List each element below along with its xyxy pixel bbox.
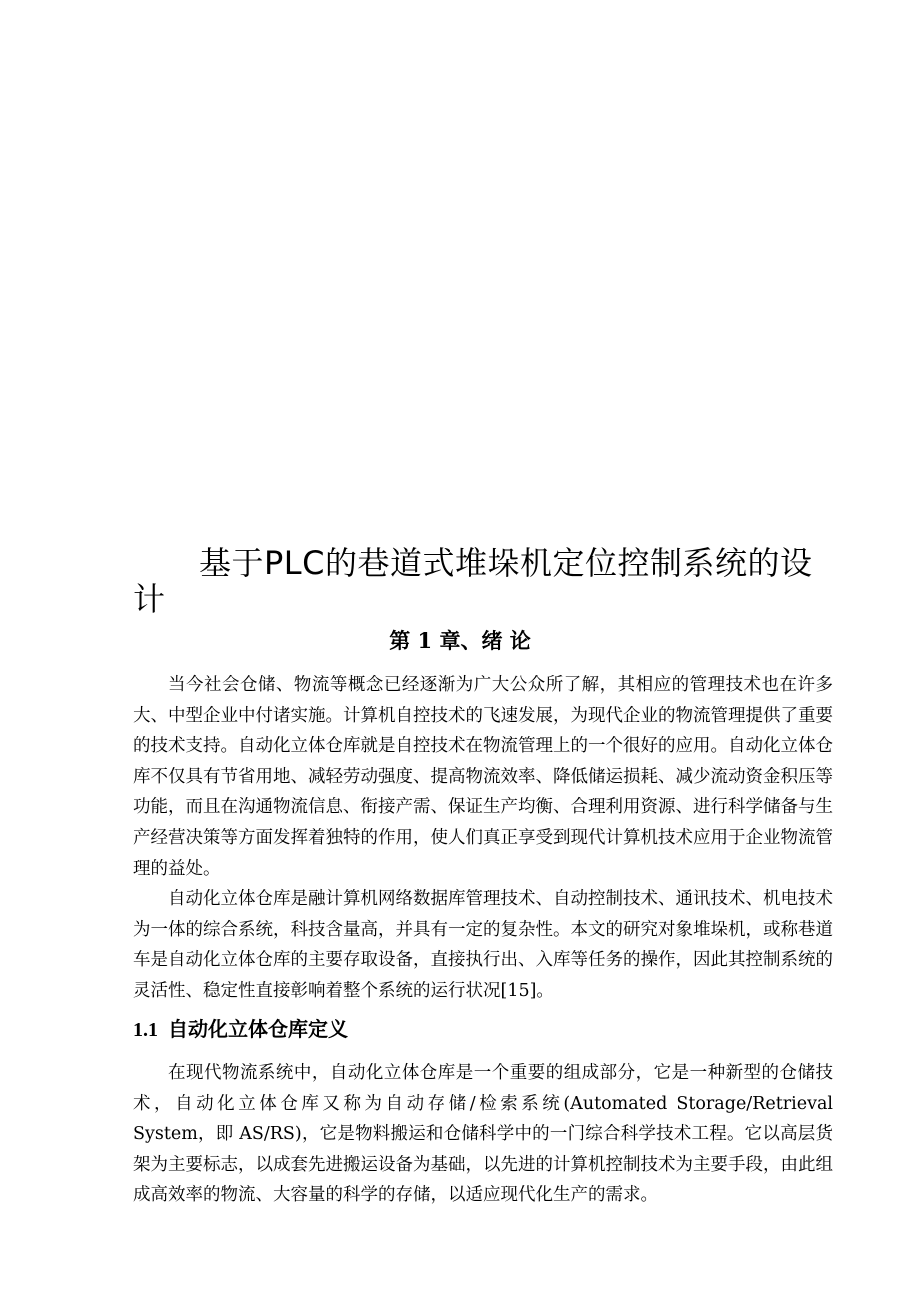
section-title: 自动化立体仓库定义: [168, 1017, 348, 1041]
intro-paragraph-2: 自动化立体仓库是融计算机网络数据库管理技术、自动控制技术、通讯技术、机电技术为一体的综合系统，科技含量高，并具有一定的复杂性。本文的研究对象堆垛机，或称巷道车是自动化立体仓库的主要存取设备，直接执行出、入库等任务的操作，因此其控制系统的灵活性、稳定性直接彰响着整个系统的运行状况[15]。: [133, 889, 833, 1001]
section-heading: [133, 1014, 348, 1045]
intro-paragraph-1: 当今社会仓储、物流等概念已经逐渐为广大公众所了解，其相应的管理技术也在许多大、中型企业中付诸实施。计算机自控技术的飞速发展，为现代企业的物流管理提供了重要的技术支持。自动化立体仓库就是自控技术在物流管理上的一个很好的应用。自动化立体仓库不仅具有节省用地、减轻劳动强度、提高物流效率、降低储运损耗、减少流动资金积压等功能，而且在沟通物流信息、衔接产需、保证生产均衡、合理利用资源、进行科学储备与生产经营决策等方面发挥着独特的作用，使人们真正享受到现代计算机技术应用于企业物流管理的益处。: [133, 675, 833, 879]
section-paragraph: 在现代物流系统中，自动化立体仓库是一个重要的组成部分，它是一种新型的仓储技术，自动化立体仓库又称为自动存储/检索系统(Automated Storage/Retrieval System，即 AS/RS)，它是物料搬运和仓储科学中的一门综合科学技术工程。它以高层货架为主要标志，以成套先进搬运设备为基础，以先进的计算机控制技术为主要手段，由此组成高效率的物流、大容量的科学的存储，以适应现代化生产的需求。: [133, 1063, 833, 1206]
chapter-heading: 第 1 章、绪 论: [389, 628, 531, 653]
section-number: 1.1: [133, 1019, 158, 1041]
document-title: 基于PLC的巷道式堆垛机定位控制系统的设计: [133, 544, 813, 618]
